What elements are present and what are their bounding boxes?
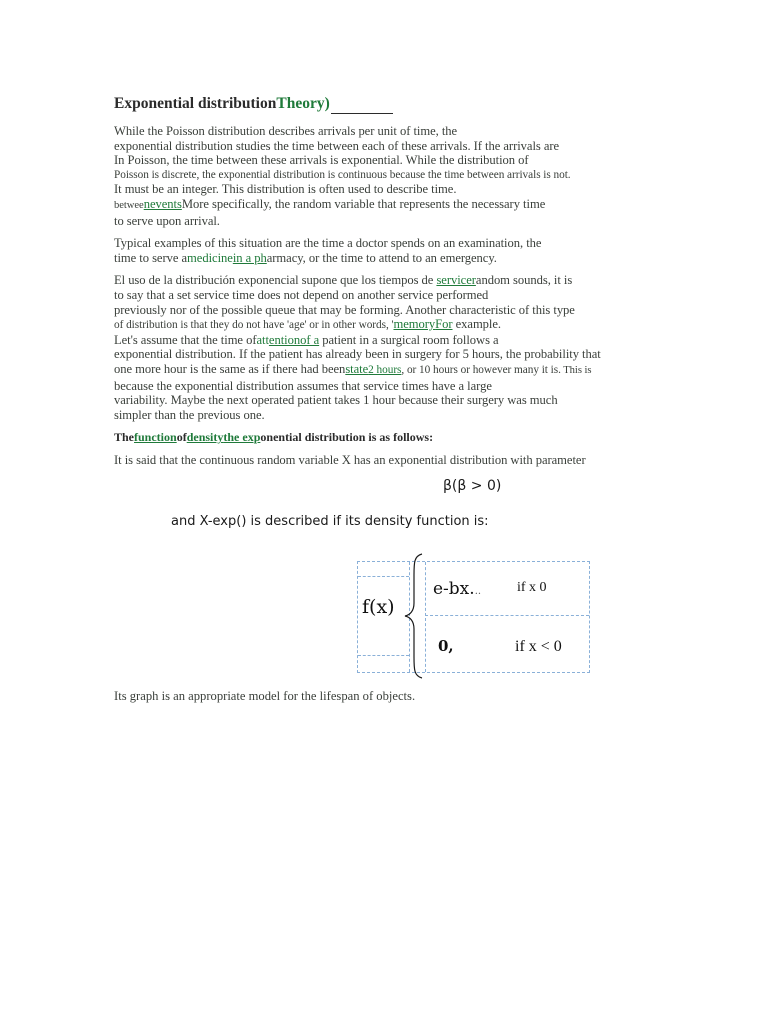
p3-link: servicer (436, 273, 476, 288)
case-1-dots: .. (474, 586, 482, 597)
p3-line (114, 317, 654, 333)
p1-line: exponential distribution studies the time between each of these arrivals. If the arrivals are (114, 138, 560, 153)
p3-text: El uso de la distribución exponencial supone que los tiempos de (114, 273, 437, 288)
p3-line: to say that a set service time does not depend on another service performed (114, 287, 489, 302)
paragraph-2 (114, 236, 654, 265)
heading-link: function (134, 430, 177, 445)
p3-line (114, 333, 654, 348)
p3-text: one more hour is the same as if there had been (114, 361, 346, 376)
p3-line: because the exponential distribution assumes that service times have a large (114, 378, 492, 393)
p3-text: example. (452, 317, 502, 332)
p2-line (114, 251, 654, 266)
density-heading (114, 430, 654, 445)
p3-line: previously nor of the possible queue that may be forming. Another characteristic of this type (114, 302, 575, 317)
p1-link: nevents (143, 196, 182, 211)
p1-line (114, 197, 654, 214)
p3-highlight: att (256, 332, 269, 347)
p3-link: For (435, 317, 453, 332)
p2-text: armacy, or the time to attend to an emergency. (266, 250, 497, 265)
document-title (114, 94, 654, 114)
p3-text: patient in a surgical room follows a (319, 332, 499, 347)
title-main: Exponential distribution (114, 95, 277, 112)
p2-text: time to serve a (114, 250, 188, 265)
p3-link: entionof a (268, 332, 320, 347)
p4-line: It is said that the continuous random variable X has an exponential distribution with parameter (114, 453, 586, 468)
p3-text: This is (560, 364, 592, 376)
density-description: and X-exp() is described if its density function is: (171, 514, 489, 529)
parameter-beta: β(β > 0) (443, 478, 502, 494)
p3-text: , or 10 hours or however many it is. (401, 363, 561, 376)
p1-line: While the Poisson distribution describes arrivals per unit of time, the (114, 124, 458, 138)
closing-sentence: Its graph is an appropriate model for the lifespan of objects. (114, 689, 416, 703)
curly-brace-icon (402, 553, 428, 679)
heading-text: The (114, 430, 135, 445)
formula-fx: f(x) (362, 596, 395, 618)
p3-text: Let's assume that the time of (114, 332, 257, 347)
p3-link: state (345, 361, 369, 376)
p1-text: More specifically, the random variable that represents the necessary time (181, 196, 546, 211)
heading-text: of (176, 430, 187, 445)
p1-line: It must be an integer. This distribution is often used to describe time. (114, 182, 457, 197)
heading-link: the exp (223, 430, 261, 445)
p2-link: in a ph (232, 250, 267, 265)
p2-highlight: medicine (187, 250, 233, 265)
case-1-expression (433, 579, 481, 599)
p3-line: simpler than the previous one. (114, 407, 265, 422)
document-body (114, 94, 654, 476)
case-2-condition: if x < 0 (515, 638, 562, 655)
paragraph-3 (114, 273, 654, 422)
p1-line: In Poisson, the time between these arrivals is exponential. While the distribution of (114, 153, 529, 168)
p1-line: to serve upon arrival. (114, 213, 220, 228)
p3-line (114, 362, 654, 379)
case-1-condition: if x 0 (517, 580, 547, 595)
paragraph-1 (114, 124, 654, 228)
paragraph-4 (114, 453, 654, 468)
title-green: Theory) (276, 95, 330, 112)
p3-line (114, 273, 654, 288)
title-blank-line (331, 99, 393, 114)
p2-line: Typical examples of this situation are the time a doctor spends on an examination, the (114, 236, 542, 251)
p1-text: betwee (114, 199, 144, 211)
p3-text: andom sounds, it is (475, 273, 573, 288)
p3-link: 2 hours (368, 363, 402, 376)
p3-line: variability. Maybe the next operated patient takes 1 hour because their surgery was much (114, 393, 558, 408)
heading-link: density (186, 430, 224, 445)
p3-link: memory (393, 317, 436, 332)
case-2-expression: 0, (438, 637, 454, 655)
table-divider (425, 615, 589, 616)
heading-text: onential distribution is as follows: (260, 430, 434, 445)
p1-line: Poisson is discrete, the exponential distribution is continuous because the time between arrivals is not. (114, 168, 571, 181)
case-1-expr-text: e-bx. (433, 579, 475, 599)
p3-line: exponential distribution. If the patient has already been in surgery for 5 hours, the probability that (114, 347, 601, 362)
p3-text: of distribution is that they do not have 'age' or in other words, ' (114, 319, 394, 332)
